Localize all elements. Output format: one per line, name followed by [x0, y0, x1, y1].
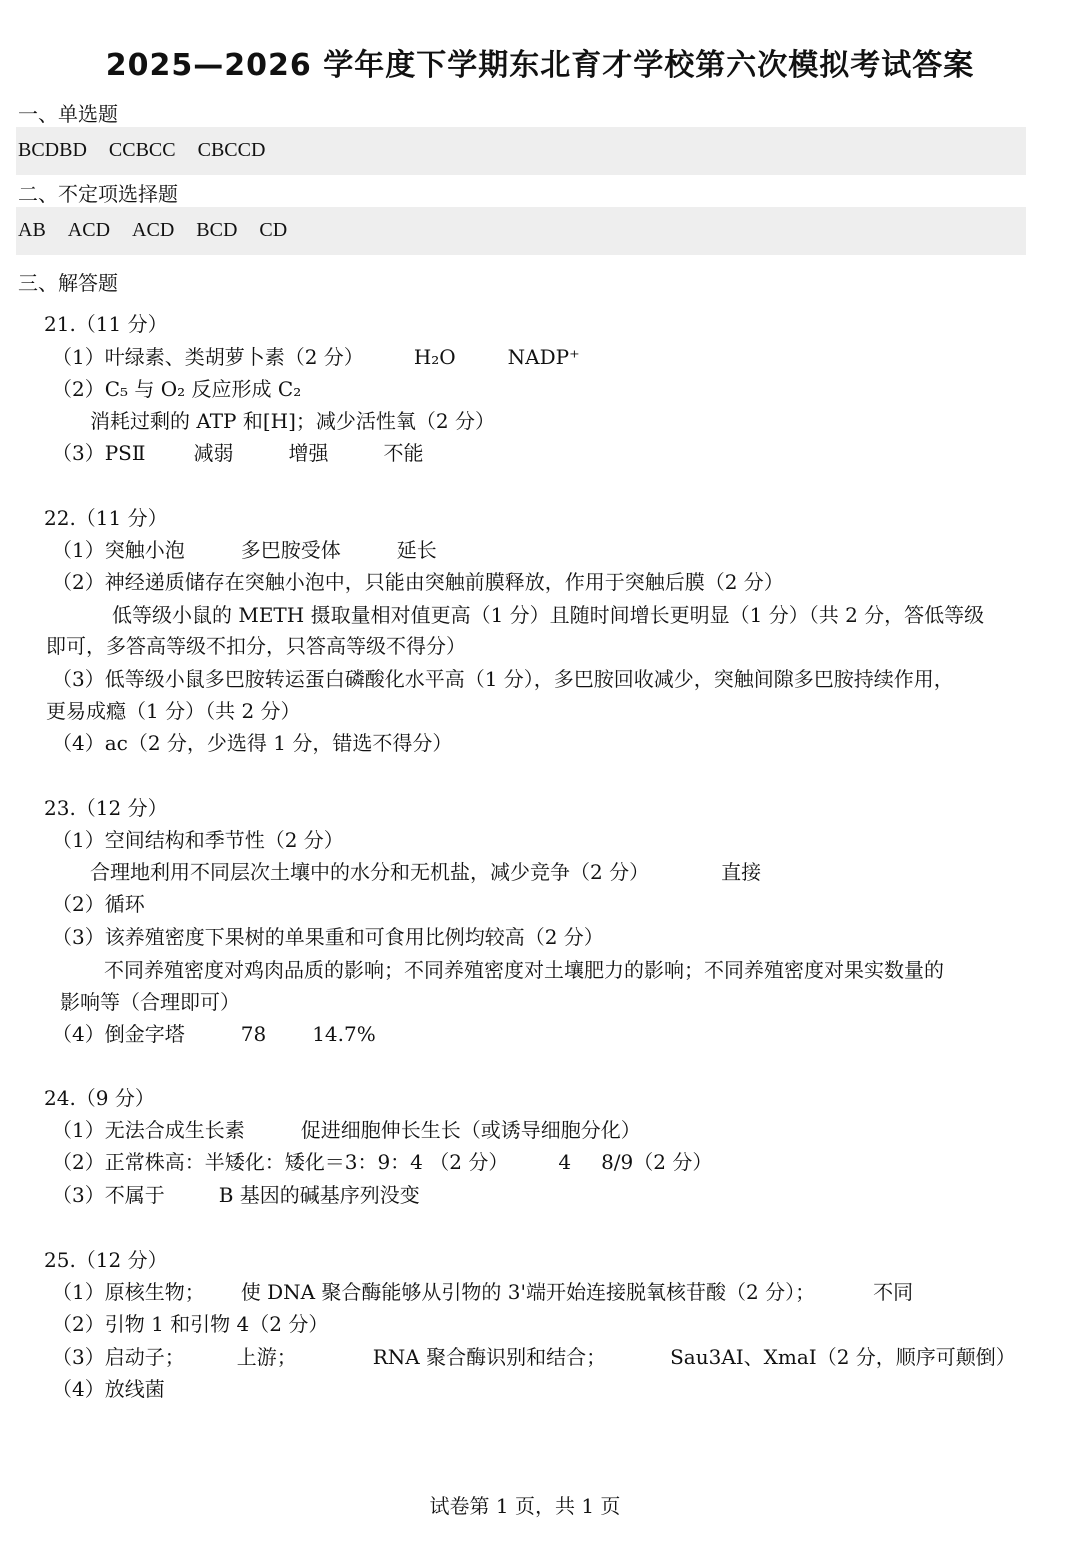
q21-part2-line1: （2）C₅ 与 O₂ 反应形成 C₂: [52, 377, 302, 401]
answer-group: AB: [18, 219, 46, 241]
q23-part1-line1: （1）空间结构和季节性（2 分）: [52, 828, 344, 852]
q25-header: 25.（12 分）: [44, 1248, 168, 1272]
answer-group: BCD: [196, 219, 238, 241]
q22-part2-line1: （2）神经递质储存在突触小泡中，只能由突触前膜释放，作用于突触后膜（2 分）: [52, 570, 784, 594]
q22-part3-line1: （3）低等级小鼠多巴胺转运蛋白磷酸化水平高（1 分），多巴胺回收减少，突触间隙多巴胺持续作用，: [52, 667, 954, 691]
q21-part3: （3）PSⅡ 减弱 增强 不能: [52, 441, 424, 465]
answer-group: BCDBD: [18, 139, 87, 161]
q22-part4: （4）ac（2 分，少选得 1 分，错选不得分）: [52, 731, 453, 755]
answer-group: CD: [259, 219, 288, 241]
q22-part2-line3: 即可，多答高等级不扣分，只答高等级不得分）: [46, 634, 466, 658]
q24-part3: （3）不属于 B 基因的碱基序列没变: [52, 1183, 420, 1207]
q24-part1: （1）无法合成生长素 促进细胞伸长生长（或诱导细胞分化）: [52, 1118, 641, 1142]
page-footer: 试卷第 1 页，共 1 页: [429, 1494, 621, 1518]
q25-part4: （4）放线菌: [52, 1377, 165, 1401]
q25-part1: （1）原核生物； 使 DNA 聚合酶能够从引物的 3'端开始连接脱氧核苷酸（2 分）； 不同: [52, 1280, 914, 1304]
q23-part4: （4）倒金字塔 78 14.7%: [52, 1022, 376, 1046]
q23-part1-line2: 合理地利用不同层次土壤中的水分和无机盐，减少竞争（2 分） 直接: [90, 860, 762, 884]
answer-group: ACD: [132, 219, 175, 241]
section-single-choice-heading: 一、单选题: [18, 102, 118, 126]
q24-header: 24.（9 分）: [44, 1086, 155, 1110]
single-choice-answers: [18, 139, 287, 162]
section-answers-heading: 三、解答题: [18, 271, 118, 295]
q23-part3-line1: （3）该养殖密度下果树的单果重和可食用比例均较高（2 分）: [52, 925, 604, 949]
section-multi-choice-heading: 二、不定项选择题: [18, 182, 178, 206]
q22-header: 22.（11 分）: [44, 506, 168, 530]
answer-group: CBCCD: [197, 139, 266, 161]
answer-group: CCBCC: [108, 139, 176, 161]
q23-part2: （2）循环: [52, 892, 145, 916]
q23-part3-line3: 影响等（合理即可）: [60, 990, 240, 1014]
q21-header: 21.（11 分）: [44, 312, 168, 336]
q24-part2: （2）正常株高：半矮化：矮化＝3：9：4 （2 分） 4 8/9（2 分）: [52, 1150, 713, 1174]
answer-group: ACD: [67, 219, 111, 241]
multi-choice-answers: [18, 219, 309, 242]
q23-header: 23.（12 分）: [44, 796, 168, 820]
q22-part2-line2: 低等级小鼠的 METH 摄取量相对值更高（1 分）且随时间增长更明显（1 分）（共 2 分，答低等级: [112, 603, 985, 627]
q25-part2: （2）引物 1 和引物 4（2 分）: [52, 1312, 329, 1336]
q21-part1: （1）叶绿素、类胡萝卜素（2 分） H₂O NADP⁺: [52, 345, 580, 369]
page-title: 2025—2026 学年度下学期东北育才学校第六次模拟考试答案: [105, 48, 975, 83]
q25-part3: （3）启动子； 上游； RNA 聚合酶识别和结合； Sau3AⅠ、XmaI（2 分，顺序可颠倒）: [52, 1345, 1016, 1369]
q21-part2-line2: 消耗过剩的 ATP 和[H]；减少活性氧（2 分）: [90, 409, 495, 433]
q22-part1: （1）突触小泡 多巴胺受体 延长: [52, 538, 437, 562]
q23-part3-line2: 不同养殖密度对鸡肉品质的影响；不同养殖密度对土壤肥力的影响；不同养殖密度对果实数量的: [104, 958, 944, 982]
q22-part3-line2: 更易成瘾（1 分）（共 2 分）: [46, 699, 301, 723]
